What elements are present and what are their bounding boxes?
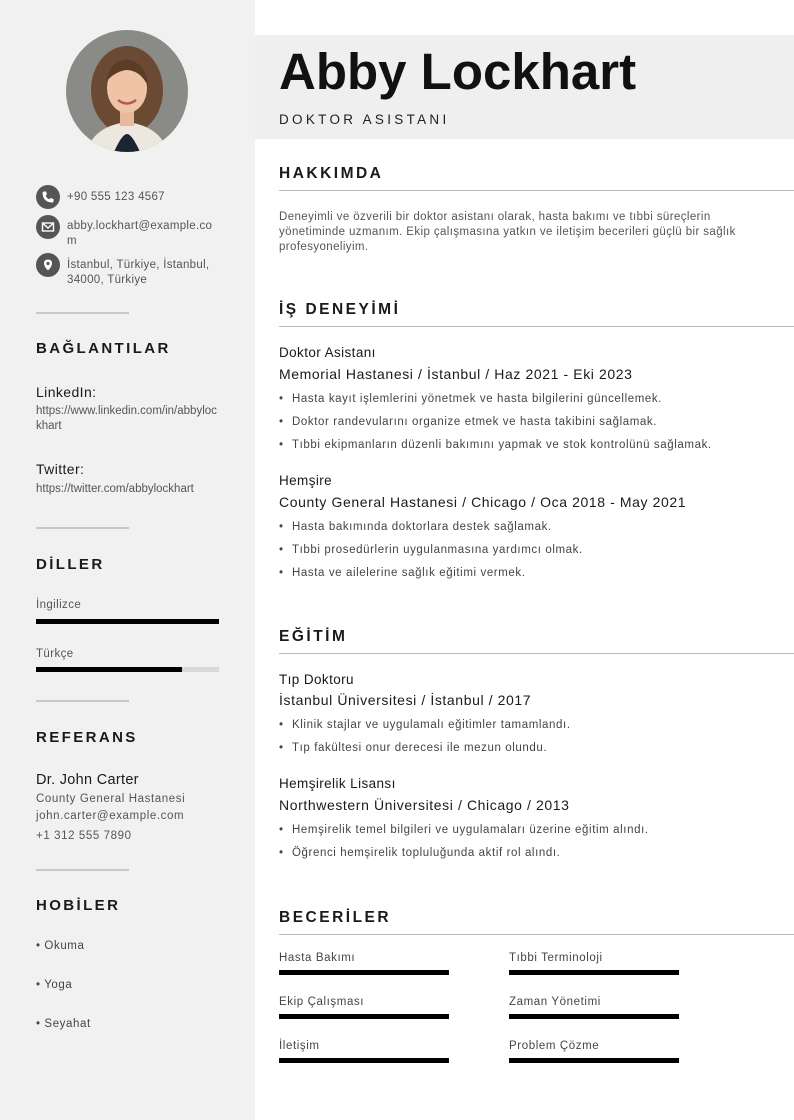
language-level-bar (36, 667, 219, 672)
skill-level-bar (279, 970, 449, 975)
hobby-item: • Yoga (36, 979, 73, 991)
skill-name: İletişim (279, 1040, 320, 1052)
bullet-item (279, 567, 526, 579)
skill-level-bar (279, 1014, 449, 1019)
person-name: Abby Lockhart (279, 43, 637, 100)
sidebar-divider (36, 869, 129, 871)
reference-heading: REFERANS (36, 729, 138, 746)
skill-level-bar (279, 1058, 449, 1063)
contact-address (36, 253, 226, 288)
bullet-dot: • (279, 393, 284, 405)
hobby-item: • Seyahat (36, 1018, 91, 1030)
hobby-item: • Okuma (36, 940, 85, 952)
bullet-item (279, 439, 712, 451)
contact-address-text: İstanbul, Türkiye, İstanbul, 34000, Türkiye (67, 259, 210, 286)
job-subtitle: Memorial Hastanesi / İstanbul / Haz 2021 - Eki 2023 (279, 366, 633, 382)
linkedin-link[interactable]: https://www.linkedin.com/in/abbylockhart (36, 405, 217, 432)
bullet-item (279, 824, 649, 836)
section-rule (279, 190, 794, 191)
bullet-item (279, 847, 560, 859)
experience-heading: İŞ DENEYİMİ (279, 301, 401, 318)
job-title: DOKTOR ASISTANI (279, 112, 450, 127)
reference-org: County General Hastanesi (36, 793, 186, 805)
section-rule (279, 653, 794, 654)
skill-name: Ekip Çalışması (279, 996, 365, 1008)
bullet-dot: • (279, 824, 284, 836)
bullet-dot: • (279, 439, 284, 451)
phone-icon (36, 185, 60, 209)
about-heading: HAKKIMDA (279, 165, 384, 182)
bullet-text: Hasta bakımında doktorlara destek sağlamak. (292, 521, 552, 533)
bullet-dot: • (279, 521, 284, 533)
education-subtitle: İstanbul Üniversitesi / İstanbul / 2017 (279, 692, 532, 708)
bullet-text: Hemşirelik temel bilgileri ve uygulamaları üzerine eğitim alındı. (292, 824, 649, 836)
bullet-item (279, 393, 662, 405)
location-pin-icon (36, 253, 60, 277)
job-title-entry: Doktor Asistanı (279, 345, 376, 360)
bullet-dot: • (279, 416, 284, 428)
sidebar-divider (36, 700, 129, 702)
language-level-fill (36, 667, 182, 672)
contact-email-text[interactable]: abby.lockhart@example.com (67, 220, 213, 247)
reference-name: Dr. John Carter (36, 772, 139, 788)
contact-phone-text: +90 555 123 4567 (67, 191, 165, 203)
education-title: Tıp Doktoru (279, 672, 354, 687)
language-level-fill (36, 619, 219, 624)
reference-phone: +1 312 555 7890 (36, 830, 132, 842)
contact-email[interactable] (36, 215, 226, 249)
bullet-text: Tıp fakültesi onur derecesi ile mezun olundu. (292, 742, 548, 754)
bullet-text: Tıbbi ekipmanların düzenli bakımını yapmak ve stok kontrolünü sağlamak. (292, 439, 712, 451)
skill-name: Problem Çözme (509, 1040, 600, 1052)
bullet-dot: • (279, 544, 284, 556)
linkedin-label: LinkedIn: (36, 384, 97, 400)
contact-phone (36, 185, 226, 209)
bullet-dot: • (279, 742, 284, 754)
bullet-text: Hasta kayıt işlemlerini yönetmek ve hasta bilgilerini güncellemek. (292, 393, 663, 405)
skill-name: Hasta Bakımı (279, 952, 356, 964)
education-heading: EĞİTİM (279, 628, 348, 645)
language-level-bar (36, 619, 219, 624)
skill-name: Tıbbi Terminoloji (509, 952, 603, 964)
section-rule (279, 934, 794, 935)
job-subtitle: County General Hastanesi / Chicago / Oca 2018 - May 2021 (279, 494, 687, 510)
about-text: Deneyimli ve özverili bir doktor asistanı olarak, hasta bakımı ve tıbbi süreçlerin yönetiminde uzmanım. Ekip çalışmasına yatkın ve iletişim becerileri güçlü bir sağlık profesyoneliyim. (279, 211, 736, 253)
job-title-entry: Hemşire (279, 473, 333, 488)
education-subtitle: Northwestern Üniversitesi / Chicago / 2013 (279, 797, 570, 813)
language-name: Türkçe (36, 648, 74, 660)
twitter-link[interactable]: https://twitter.com/abbylockhart (36, 483, 194, 495)
bullet-dot: • (279, 847, 284, 859)
sidebar-divider (36, 527, 129, 529)
profile-photo (66, 30, 188, 152)
skill-level-bar (509, 1014, 679, 1019)
hobbies-heading: HOBİLER (36, 897, 121, 914)
bullet-text: Doktor randevularını organize etmek ve hasta takibini sağlamak. (292, 416, 658, 428)
bullet-text: Öğrenci hemşirelik topluluğunda aktif rol alındı. (292, 847, 561, 859)
links-heading: BAĞLANTILAR (36, 340, 171, 357)
bullet-item (279, 521, 552, 533)
sidebar-divider (36, 312, 129, 314)
education-title: Hemşirelik Lisansı (279, 776, 396, 791)
section-rule (279, 326, 794, 327)
skill-level-bar (509, 970, 679, 975)
twitter-label: Twitter: (36, 461, 85, 477)
bullet-text: Klinik stajlar ve uygulamalı eğitimler tamamlandı. (292, 719, 571, 731)
skill-level-bar (509, 1058, 679, 1063)
language-name: İngilizce (36, 599, 82, 611)
reference-email[interactable]: john.carter@example.com (36, 810, 185, 822)
bullet-item (279, 742, 547, 754)
bullet-item (279, 416, 657, 428)
email-icon (36, 215, 60, 239)
bullet-item (279, 544, 583, 556)
bullet-item (279, 719, 571, 731)
bullet-text: Hasta ve ailelerine sağlık eğitimi vermek. (292, 567, 526, 579)
skills-heading: BECERİLER (279, 909, 392, 926)
bullet-dot: • (279, 567, 284, 579)
skill-name: Zaman Yönetimi (509, 996, 601, 1008)
bullet-text: Tıbbi prosedürlerin uygulanmasına yardımcı olmak. (292, 544, 583, 556)
languages-heading: DİLLER (36, 556, 105, 573)
bullet-dot: • (279, 719, 284, 731)
